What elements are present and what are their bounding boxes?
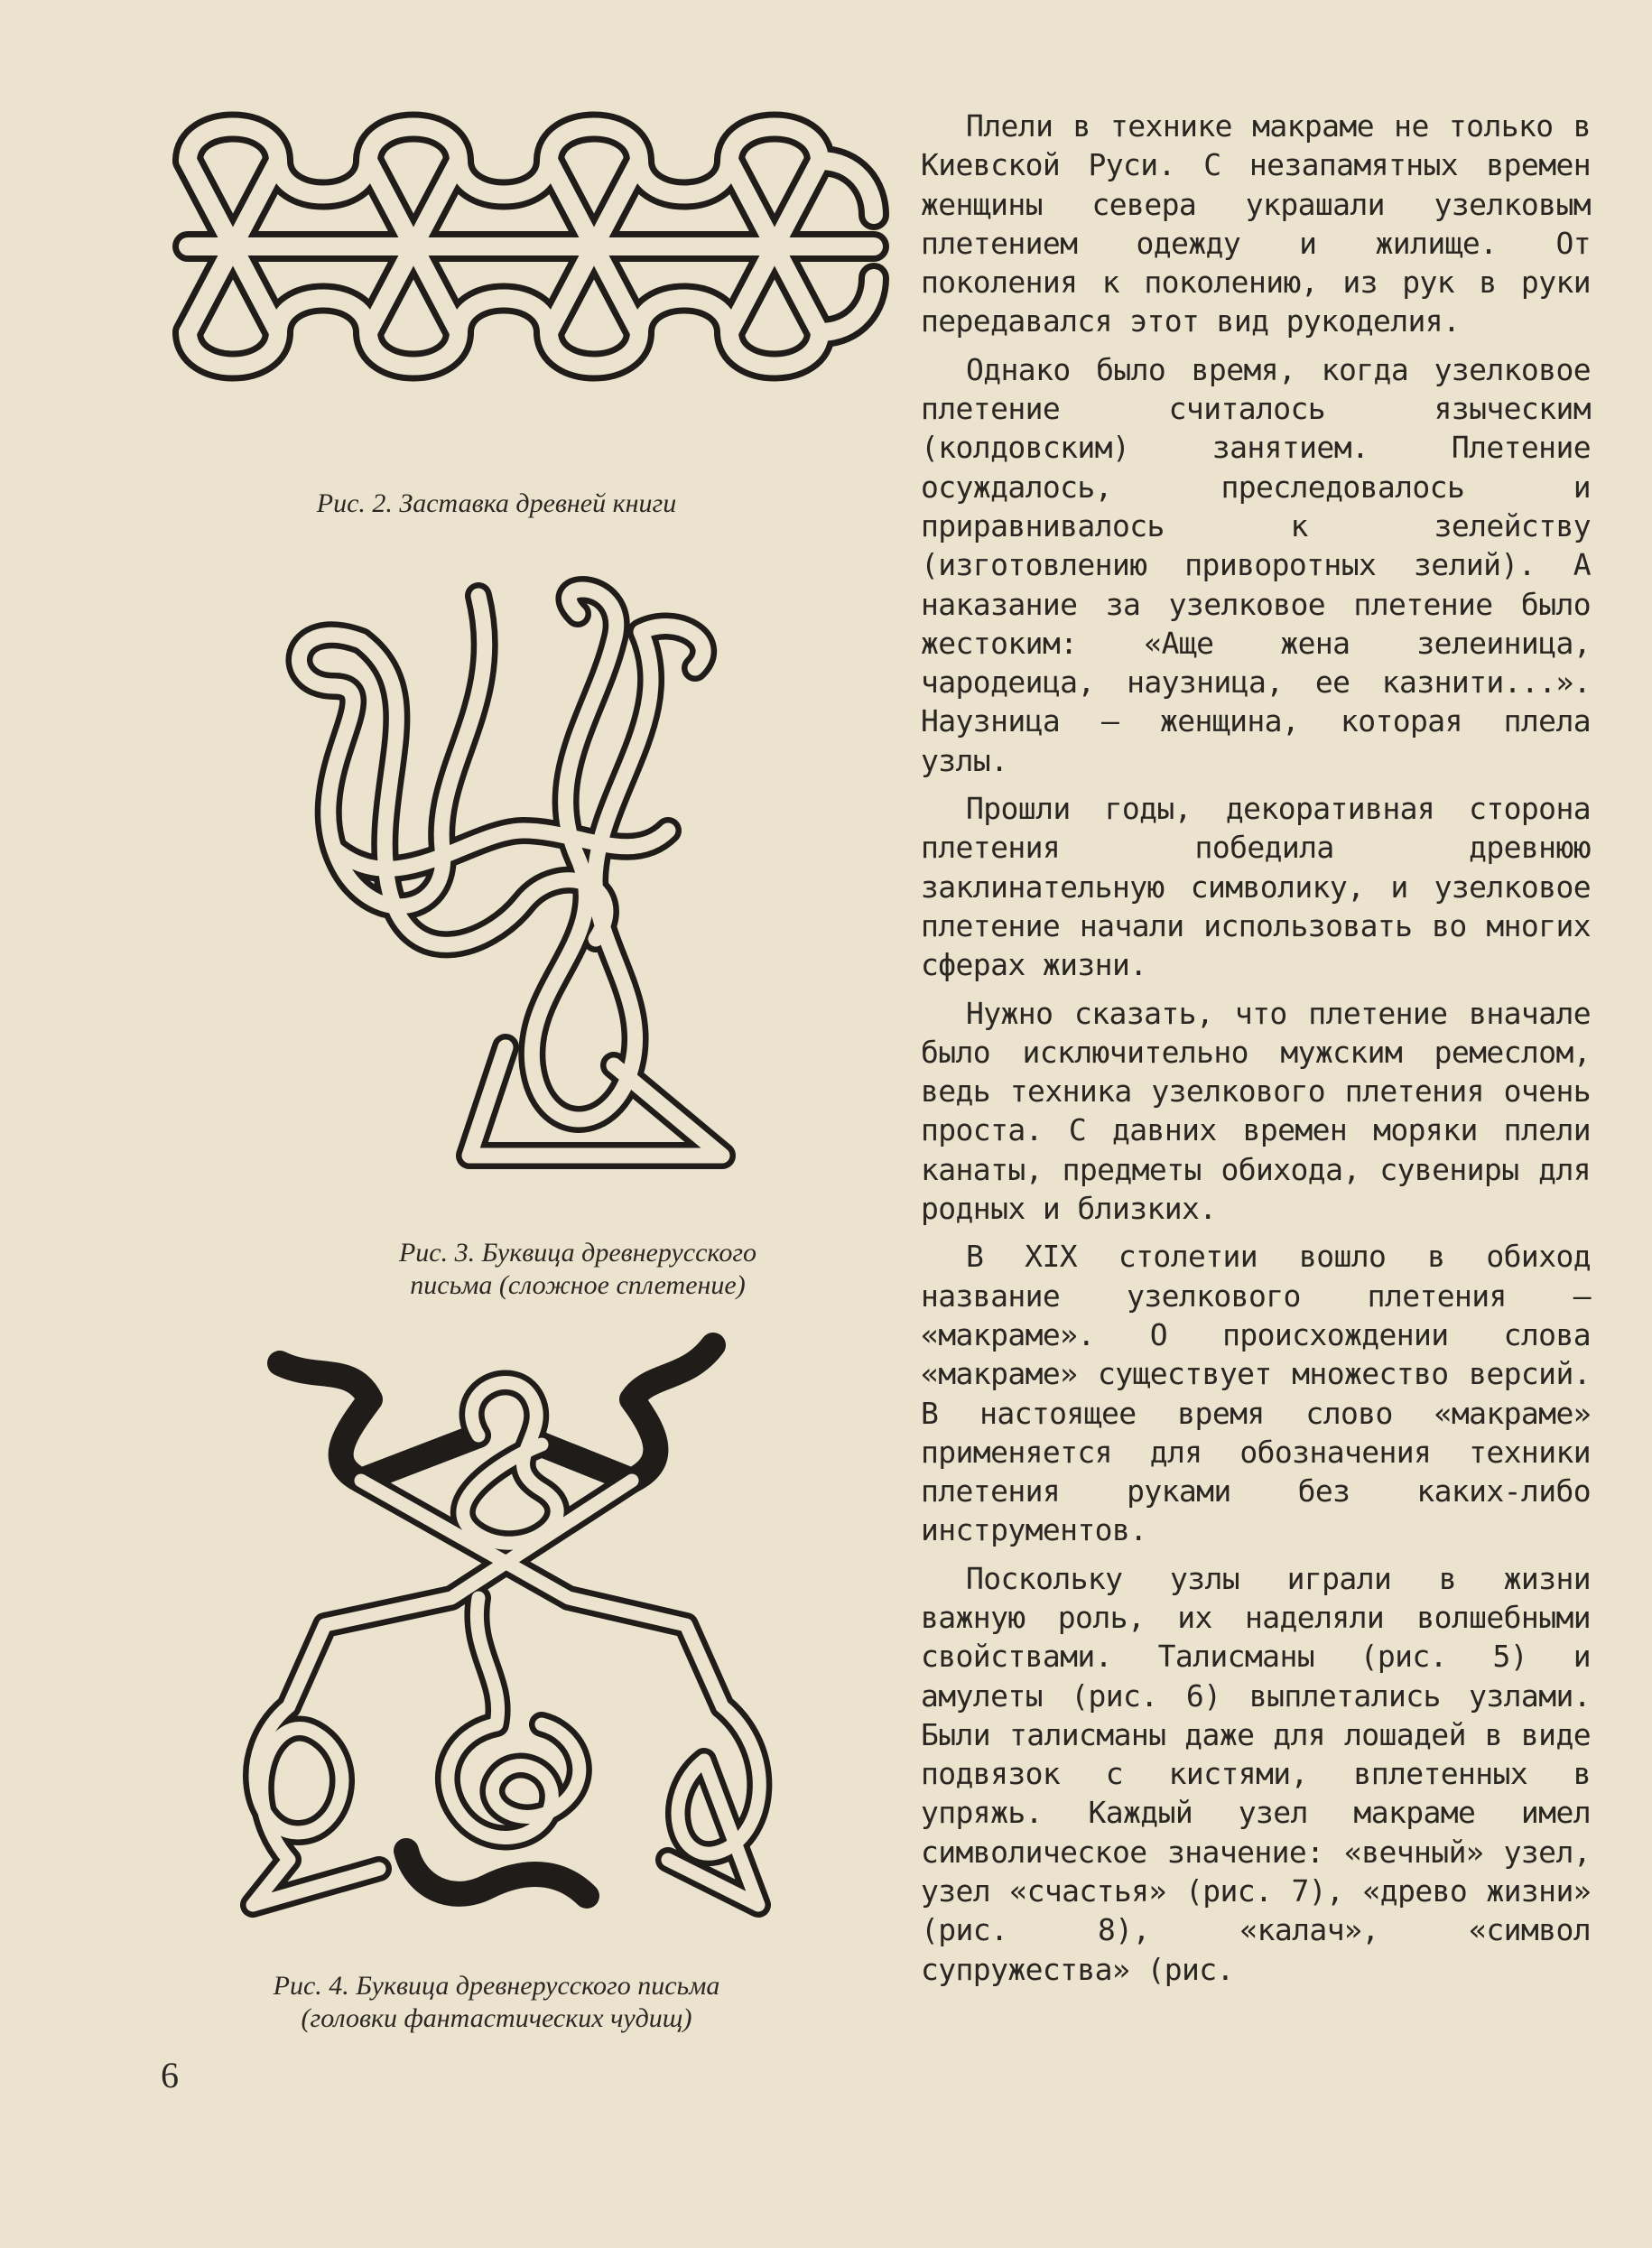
celtic-knot-border-icon (152, 98, 910, 395)
figure-2 (152, 98, 910, 395)
figure-4 (181, 1327, 885, 1941)
knotwork-initial-letter-icon (253, 560, 794, 1192)
figure-3-caption (298, 1237, 858, 1302)
knotwork-initial-beasts-icon (181, 1327, 885, 1941)
paragraph: Плели в технике макраме не только в Киевской Руси. С незапамятных времен женщины севера украшали узелковым плетением одежду и жилище. От поколения к поколению, из рук в руки передавался этот вид рукоделия. (921, 108, 1591, 339)
paragraph: Прошли годы, декоративная сторона плетения победила древнюю заклинательную символику, и узелковое плетение начали использовать во многих сферах жизни. (921, 791, 1591, 983)
paragraph: Нужно сказать, что плетение вначале было исключительно мужским ремеслом, ведь техника узелкового плетения очень проста. С давних времен моряки плели канаты, предметы обихода, сувениры для родных и близких. (921, 995, 1591, 1227)
paragraph: Поскольку узлы играли в жизни важную роль, их наделяли волшебными свойствами. Талисманы (рис. 5) и амулеты (рис. 6) выплетались узлами. Были талисманы даже для лошадей в виде подвязок с кистями, вплетенных в упряжь. Каждый узел макраме имел символическое значение: «вечный» узел, узел «счастья» (рис. 7), «древо жизни» (рис. 8), «калач», «символ супружества» (рис. (921, 1560, 1591, 1987)
body-text (921, 107, 1591, 1989)
figure-4-caption-line-1: Рис. 4. Буквица древнерусского письма (273, 1971, 720, 2001)
figure-4-caption-line-2: (головки фантастических чудищ) (301, 2003, 692, 2033)
figure-3-caption-line-1: Рис. 3. Буквица древнерусского (398, 1238, 757, 1268)
paragraph: Однако было время, когда узелковое плетение считалось языческим (колдовским) занятием. Плетение осуждалось, преследовалось и приравнивалось к зелейству (изготовлению приворотных зелий). А наказание за узелковое плетение было жестоким: «Аще жена зелеиница, чародеица, наузница, ее казнити...». Наузница — женщина, которая плела узлы. (921, 351, 1591, 778)
figure-3-caption-line-2: письма (сложное сплетение) (410, 1270, 746, 1300)
figure-3 (253, 560, 794, 1192)
page-number: 6 (161, 2055, 179, 2095)
figure-4-caption (153, 1970, 840, 2035)
figure-2-caption: Рис. 2. Заставка древней книги (316, 488, 677, 518)
paragraph: В XIX столетии вошло в обиход название узелкового плетения — «макраме». О происхождении слова «макраме» существует множество версий. В настоящее время слово «макраме» применяется для обозначения техники плетения руками без каких-либо инструментов. (921, 1239, 1591, 1548)
